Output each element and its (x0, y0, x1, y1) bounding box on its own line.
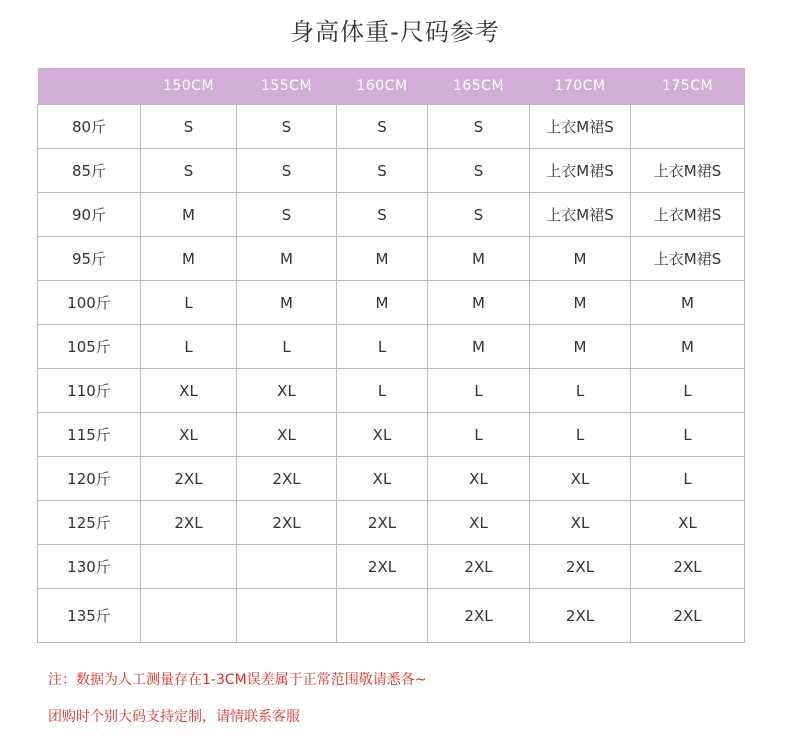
size-cell: 上衣M裙S (631, 149, 745, 193)
size-cell: M (428, 325, 530, 369)
table-row (38, 501, 745, 545)
size-cell: 2XL (428, 545, 530, 589)
size-cell: M (428, 281, 530, 325)
table-header-row (38, 68, 745, 105)
size-cell: 2XL (337, 545, 428, 589)
size-cell: M (337, 281, 428, 325)
size-cell: L (428, 413, 530, 457)
size-cell: M (530, 325, 631, 369)
weight-cell: 135斤 (38, 589, 141, 643)
size-cell: S (428, 149, 530, 193)
weight-cell: 105斤 (38, 325, 141, 369)
table-row (38, 193, 745, 237)
size-cell: XL (337, 457, 428, 501)
size-cell: S (337, 105, 428, 149)
size-cell: XL (631, 501, 745, 545)
size-cell: 2XL (237, 501, 337, 545)
header-height-cell: 175CM (631, 68, 745, 105)
size-cell: S (428, 105, 530, 149)
size-cell (237, 545, 337, 589)
header-height-cell: 155CM (237, 68, 337, 105)
size-cell: S (141, 149, 237, 193)
size-cell: M (631, 325, 745, 369)
size-cell: XL (237, 413, 337, 457)
size-cell (337, 589, 428, 643)
size-cell: 2XL (141, 457, 237, 501)
table-row (38, 105, 745, 149)
table-row (38, 457, 745, 501)
size-cell: 2XL (428, 589, 530, 643)
size-cell: M (337, 237, 428, 281)
table-row (38, 545, 745, 589)
size-cell: 上衣M裙S (530, 149, 631, 193)
size-cell: XL (141, 413, 237, 457)
weight-cell: 120斤 (38, 457, 141, 501)
size-cell: S (237, 105, 337, 149)
size-cell: XL (530, 501, 631, 545)
weight-cell: 85斤 (38, 149, 141, 193)
table-row (38, 413, 745, 457)
size-cell: L (141, 281, 237, 325)
weight-cell: 95斤 (38, 237, 141, 281)
size-cell (237, 589, 337, 643)
size-cell: 2XL (237, 457, 337, 501)
size-cell: 2XL (631, 589, 745, 643)
size-cell: L (337, 369, 428, 413)
size-cell: XL (141, 369, 237, 413)
size-cell: 2XL (530, 589, 631, 643)
weight-cell: 110斤 (38, 369, 141, 413)
header-height-cell: 150CM (141, 68, 237, 105)
size-cell: M (428, 237, 530, 281)
size-cell: 2XL (337, 501, 428, 545)
size-cell: S (428, 193, 530, 237)
size-cell: M (237, 237, 337, 281)
size-cell: M (530, 237, 631, 281)
header-height-cell: 170CM (530, 68, 631, 105)
size-cell: L (530, 413, 631, 457)
size-cell: S (141, 105, 237, 149)
size-cell: M (530, 281, 631, 325)
size-cell: 上衣M裙S (631, 237, 745, 281)
table-row (38, 281, 745, 325)
table-row (38, 589, 745, 643)
size-cell: S (237, 193, 337, 237)
size-cell: 2XL (530, 545, 631, 589)
size-cell: L (530, 369, 631, 413)
size-cell: L (428, 369, 530, 413)
measurement-note: 注：数据为人工测量存在1-3CM误差属于正常范围敬请悉各~ (48, 672, 427, 688)
size-cell: S (337, 149, 428, 193)
size-cell: 上衣M裙S (530, 105, 631, 149)
size-cell: XL (337, 413, 428, 457)
size-cell: L (631, 413, 745, 457)
size-cell: 上衣M裙S (530, 193, 631, 237)
weight-cell: 125斤 (38, 501, 141, 545)
size-cell: XL (237, 369, 337, 413)
weight-cell: 115斤 (38, 413, 141, 457)
size-cell (141, 545, 237, 589)
size-cell: L (631, 457, 745, 501)
size-cell: XL (428, 501, 530, 545)
header-corner-cell (38, 68, 141, 105)
table-row (38, 369, 745, 413)
size-cell: M (631, 281, 745, 325)
size-cell: XL (530, 457, 631, 501)
page-title: 身高体重-尺码参考 (290, 18, 500, 46)
size-cell: S (237, 149, 337, 193)
size-cell: 上衣M裙S (631, 193, 745, 237)
table-row (38, 325, 745, 369)
size-cell: L (631, 369, 745, 413)
size-cell: M (141, 237, 237, 281)
size-cell: XL (428, 457, 530, 501)
weight-cell: 80斤 (38, 105, 141, 149)
size-cell: S (337, 193, 428, 237)
size-cell: L (237, 325, 337, 369)
weight-cell: 100斤 (38, 281, 141, 325)
table-row (38, 149, 745, 193)
size-cell: 2XL (631, 545, 745, 589)
table-row (38, 237, 745, 281)
size-cell: M (141, 193, 237, 237)
size-chart-table (37, 68, 745, 643)
header-height-cell: 165CM (428, 68, 530, 105)
size-cell: L (337, 325, 428, 369)
size-cell: 2XL (141, 501, 237, 545)
size-cell (631, 105, 745, 149)
size-cell: L (141, 325, 237, 369)
header-height-cell: 160CM (337, 68, 428, 105)
weight-cell: 90斤 (38, 193, 141, 237)
size-cell (141, 589, 237, 643)
size-cell: M (237, 281, 337, 325)
custom-order-note: 团购时个别大码支持定制，请情联系客服 (48, 709, 300, 725)
weight-cell: 130斤 (38, 545, 141, 589)
